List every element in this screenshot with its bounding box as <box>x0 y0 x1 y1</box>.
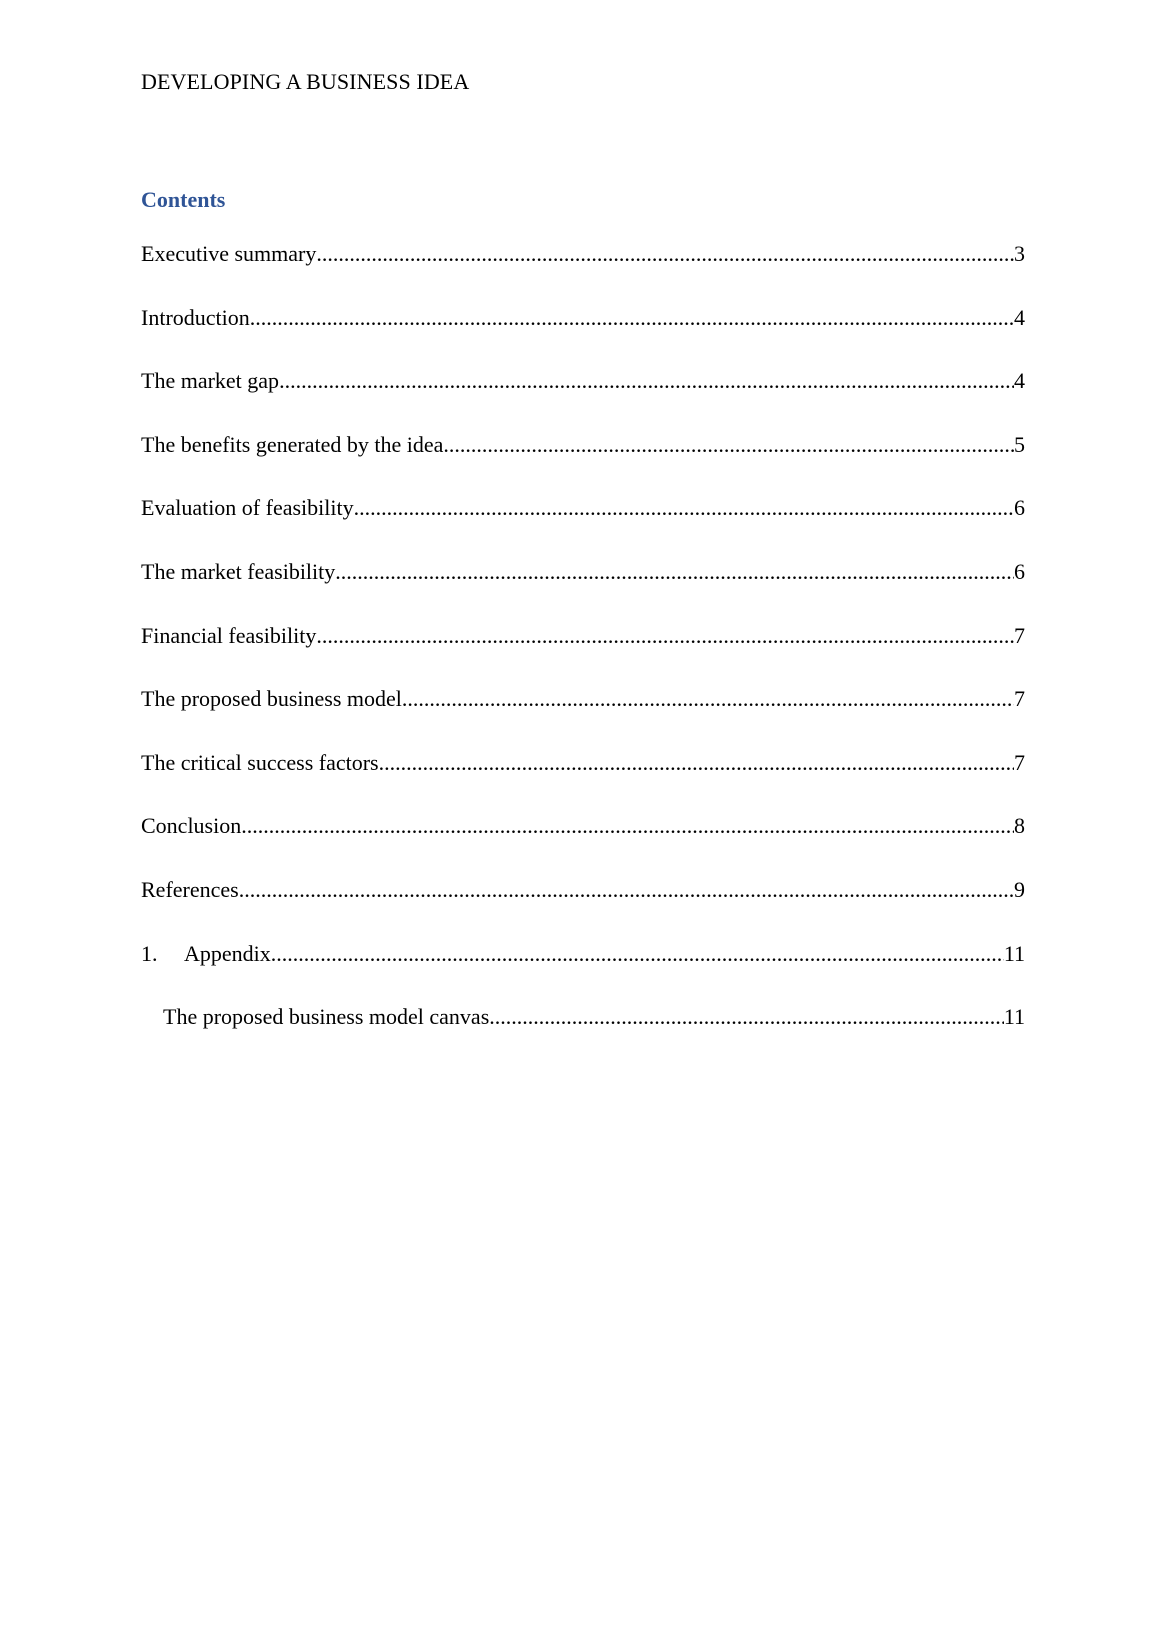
table-of-contents <box>141 240 1025 1031</box>
toc-page-number: 7 <box>1014 749 1025 775</box>
toc-page-number: 6 <box>1014 558 1025 584</box>
toc-entry-title: Financial feasibility <box>141 622 317 648</box>
toc-entry-title: Appendix <box>184 940 271 966</box>
toc-entry-conclusion[interactable] <box>141 812 1025 840</box>
toc-dot-leader <box>239 876 1014 904</box>
toc-page-number: 7 <box>1014 622 1025 648</box>
toc-dot-leader <box>241 812 1014 840</box>
toc-entry-number: 1. <box>141 940 158 966</box>
toc-page-number: 6 <box>1014 495 1025 521</box>
toc-dot-leader <box>489 1003 1004 1031</box>
toc-page-number: 8 <box>1014 813 1025 839</box>
toc-dot-leader <box>279 367 1014 395</box>
toc-entry-title: The benefits generated by the idea <box>141 431 444 457</box>
toc-entry-title: Evaluation of feasibility <box>141 495 354 521</box>
toc-entry-market-feasibility[interactable] <box>141 558 1025 586</box>
toc-entry-title: Introduction <box>141 304 250 330</box>
toc-dot-leader <box>443 431 1014 459</box>
toc-entry-title: The proposed business model canvas <box>163 1004 490 1030</box>
toc-page-number: 7 <box>1014 686 1025 712</box>
toc-entry-business-model-canvas[interactable] <box>141 1003 1025 1031</box>
toc-entry-evaluation-of-feasibility[interactable] <box>141 494 1025 522</box>
toc-entry-market-gap[interactable] <box>141 367 1025 395</box>
toc-page-number: 11 <box>1003 1004 1025 1030</box>
toc-dot-leader <box>379 749 1014 777</box>
toc-dot-leader <box>250 304 1014 332</box>
toc-dot-leader <box>335 558 1014 586</box>
toc-entry-critical-success-factors[interactable] <box>141 749 1025 777</box>
toc-page-number: 9 <box>1014 876 1025 902</box>
toc-entry-appendix[interactable] <box>141 940 1025 968</box>
toc-dot-leader <box>402 685 1014 713</box>
toc-dot-leader <box>354 494 1014 522</box>
toc-entry-references[interactable] <box>141 876 1025 904</box>
toc-entry-proposed-business-model[interactable] <box>141 685 1025 713</box>
toc-entry-title: The critical success factors <box>141 749 379 775</box>
toc-entry-title: References <box>141 876 239 902</box>
toc-entry-title: The market feasibility <box>141 558 336 584</box>
toc-entry-title: Executive summary <box>141 241 317 266</box>
toc-entry-title: The proposed business model <box>141 686 402 712</box>
toc-dot-leader <box>316 240 1014 268</box>
toc-entry-financial-feasibility[interactable] <box>141 622 1025 650</box>
toc-page-number: 5 <box>1014 431 1025 457</box>
toc-page-number: 11 <box>1003 940 1025 966</box>
toc-page-number: 3 <box>1014 241 1025 266</box>
toc-dot-leader <box>316 622 1014 650</box>
toc-entry-title: Conclusion <box>141 813 242 839</box>
toc-entry-executive-summary[interactable] <box>141 240 1025 268</box>
toc-heading: Contents <box>141 187 226 212</box>
toc-page-number: 4 <box>1014 304 1025 330</box>
toc-dot-leader <box>271 940 1004 968</box>
running-header: DEVELOPING A BUSINESS IDEA <box>141 69 470 94</box>
toc-entry-benefits[interactable] <box>141 431 1025 459</box>
toc-entry-introduction[interactable] <box>141 304 1025 332</box>
toc-page-number: 4 <box>1014 368 1025 394</box>
toc-entry-title: The market gap <box>141 368 280 394</box>
